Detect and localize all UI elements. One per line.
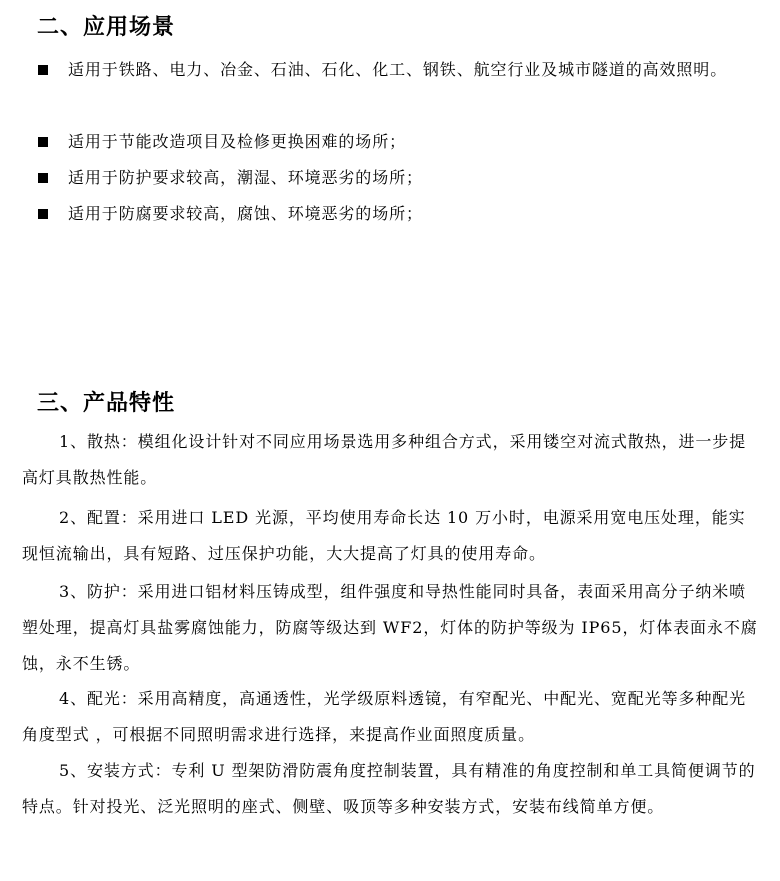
bullet-item — [38, 196, 758, 232]
section-heading-product-features: 三、产品特性 — [37, 390, 176, 416]
square-bullet-icon — [38, 137, 48, 147]
bullet-item — [38, 52, 758, 88]
bullet-text: 适用于防腐要求较高，腐蚀、环境恶劣的场所； — [68, 204, 423, 223]
section-heading-application-scenarios: 二、应用场景 — [37, 14, 176, 40]
bullet-text: 适用于防护要求较高，潮湿、环境恶劣的场所； — [68, 168, 423, 187]
feature-paragraph-light-distribution: 4、配光：采用高精度，高通透性，光学级原料透镜，有窄配光、中配光、宽配光等多种配光角度型式 ，可根据不同照明需求进行选择，来提高作业面照度质量。 — [22, 689, 747, 744]
bullet-text: 适用于节能改造项目及检修更换困难的场所； — [68, 132, 407, 151]
bullet-item — [38, 124, 758, 160]
bullet-item — [38, 160, 758, 196]
square-bullet-icon — [38, 173, 48, 183]
feature-paragraph-installation: 5、安装方式：专利 U 型架防滑防震角度控制装置，具有精准的角度控制和单工具简便调节的特点。针对投光、泛光照明的座式、侧壁、吸顶等多种安装方式，安装布线简单方便。 — [22, 761, 756, 816]
bullet-text: 适用于铁路、电力、冶金、石油、石化、化工、钢铁、航空行业及城市隧道的高效照明。 — [68, 60, 728, 79]
feature-paragraph-protection: 3、防护：采用进口铝材料压铸成型，组件强度和导热性能同时具备，表面采用高分子纳米喷塑处理，提高灯具盐雾腐蚀能力，防腐等级达到 WF2，灯体的防护等级为 IP65，灯体表面永不腐蚀，永不生锈。 — [22, 582, 758, 673]
feature-paragraph-heat-dissipation: 1、散热：模组化设计针对不同应用场景选用多种组合方式，采用镂空对流式散热，进一步提高灯具散热性能。 — [22, 432, 747, 487]
square-bullet-icon — [38, 209, 48, 219]
square-bullet-icon — [38, 65, 48, 75]
feature-paragraph-configuration: 2、配置：采用进口 LED 光源，平均使用寿命长达 10 万小时，电源采用宽电压处理，能实现恒流输出，具有短路、过压保护功能，大大提高了灯具的使用寿命。 — [22, 508, 746, 563]
